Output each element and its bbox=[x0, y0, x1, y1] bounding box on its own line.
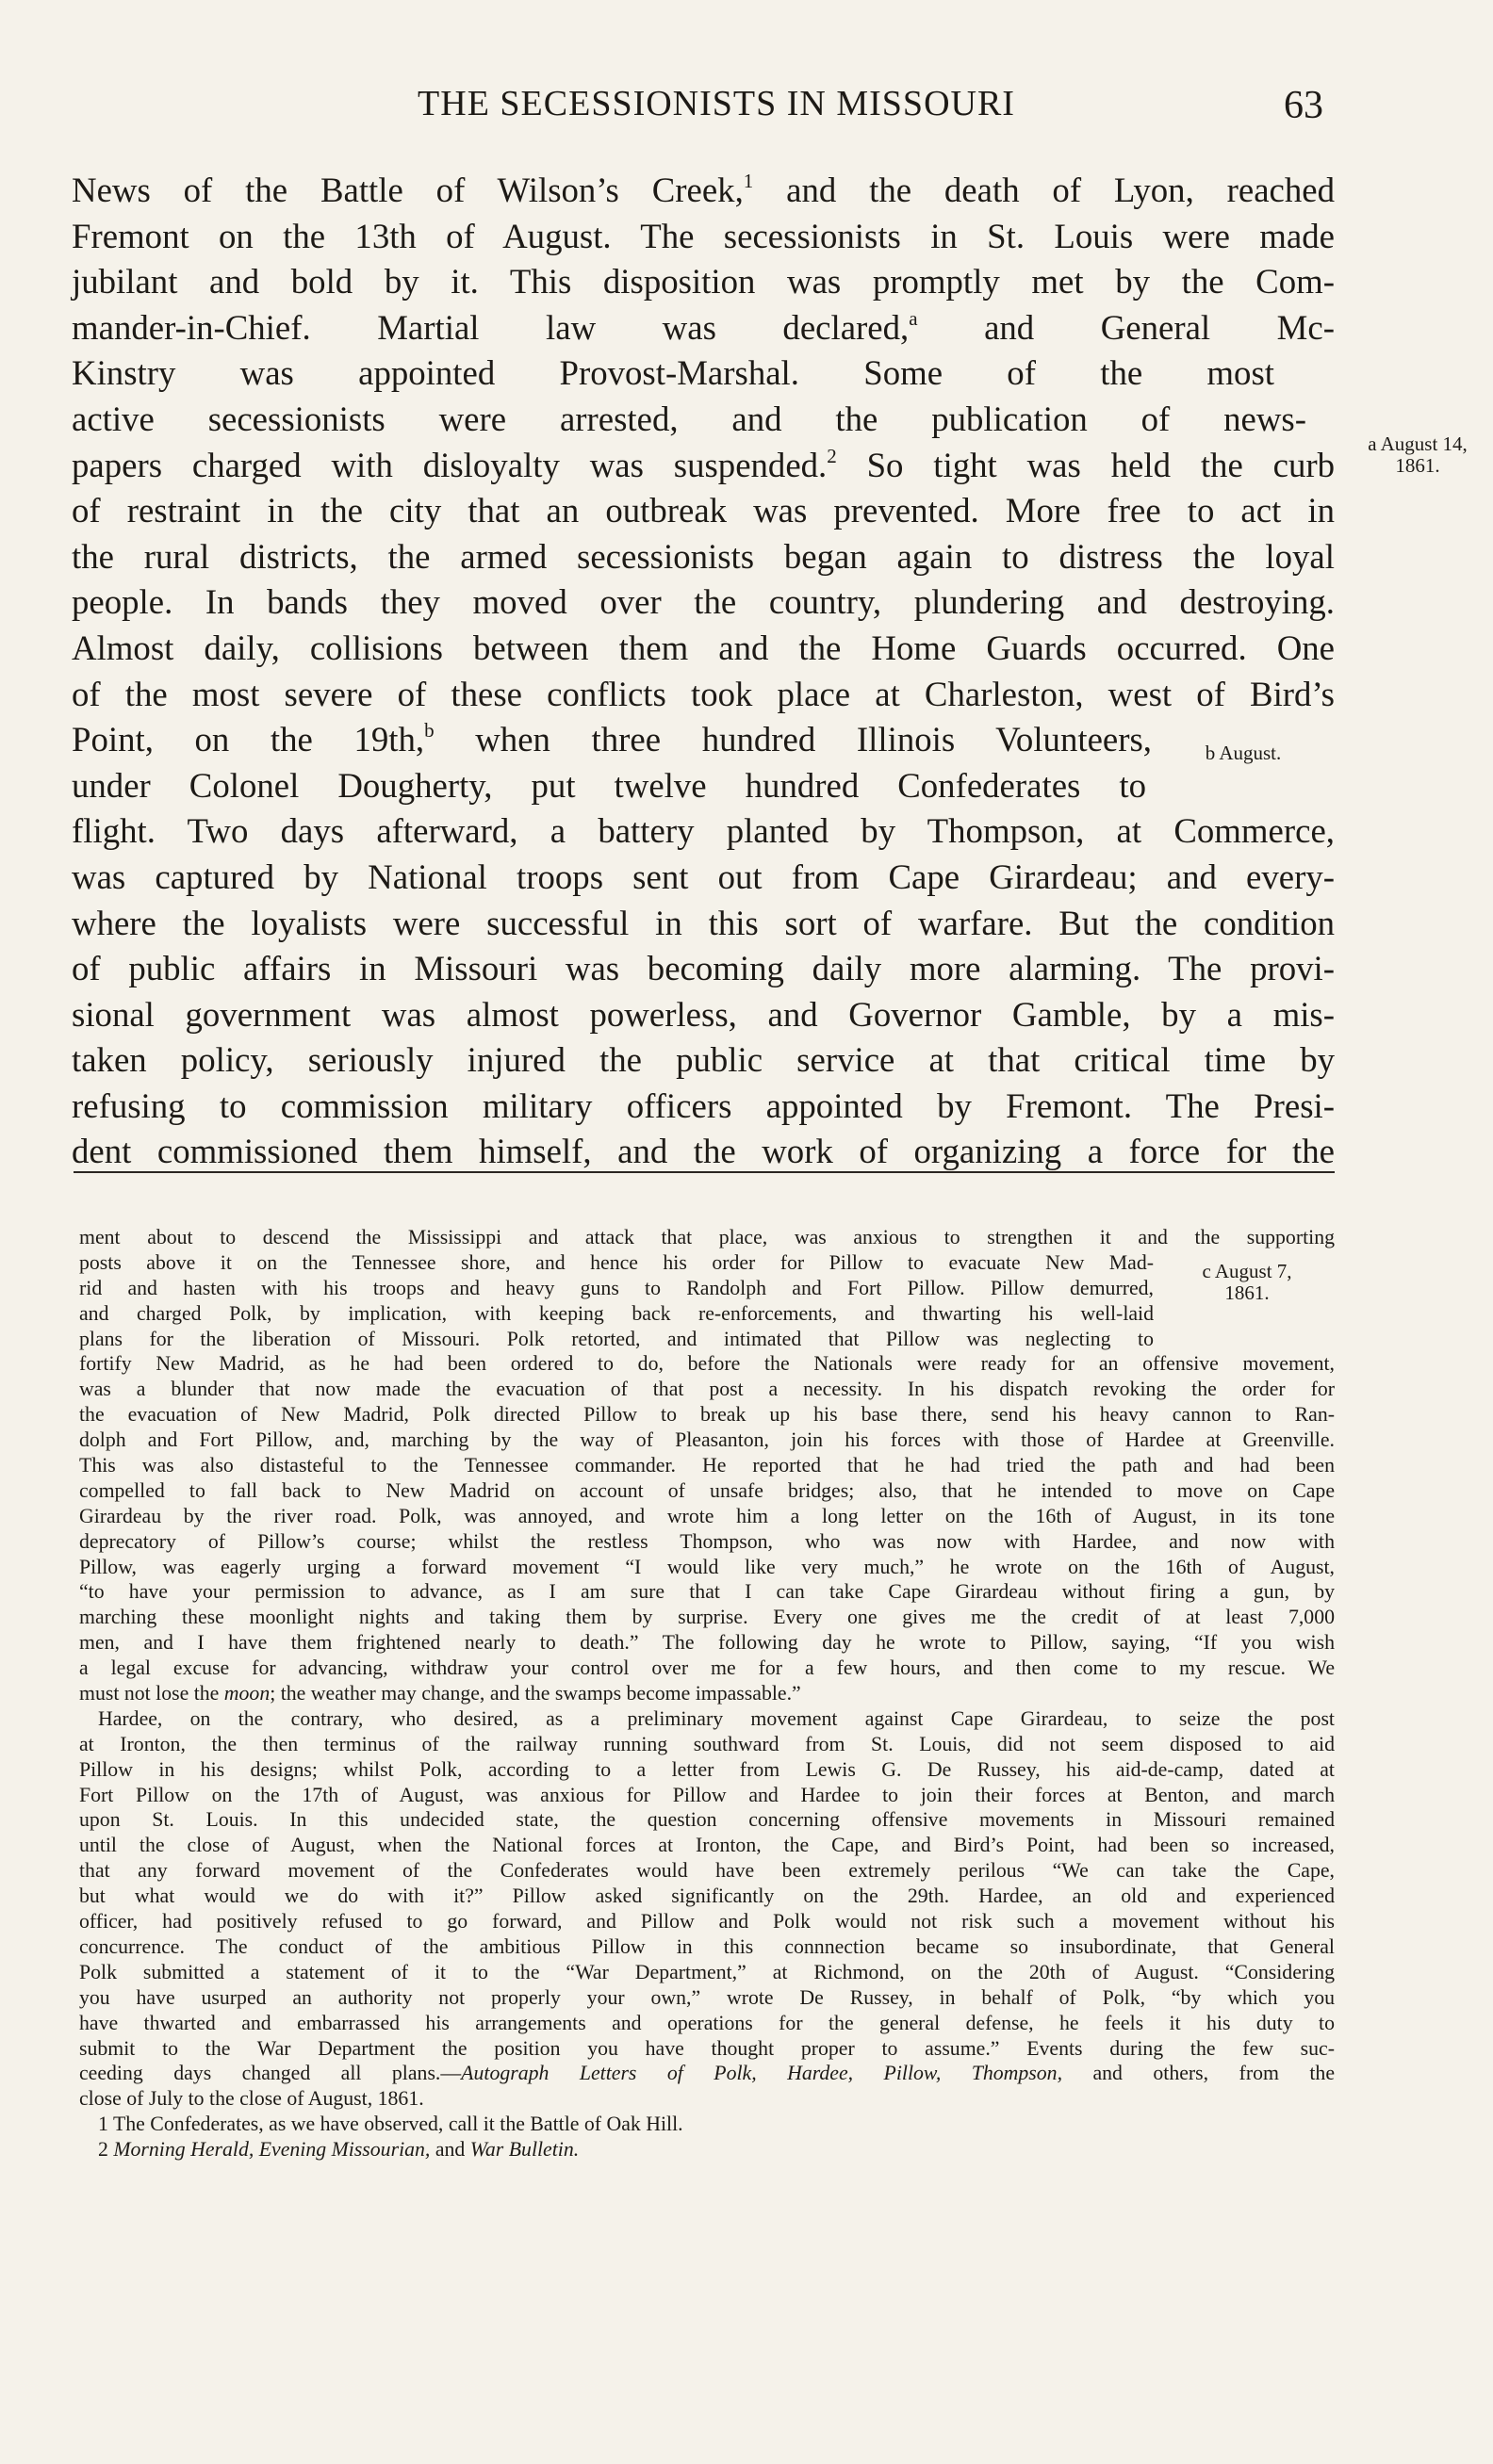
text-line: refusing to commission military officers appointed by Fremont. The Presi- bbox=[72, 1085, 1335, 1125]
footnote-line: have thwarted and embarrassed his arrangements and operations for the general defense, he feels it his duty to bbox=[79, 2011, 1335, 2034]
footnote-rule bbox=[74, 1171, 1335, 1173]
footnote-line: posts above it on the Tennessee shore, and hence his order for Pillow to evacuate New Mad- bbox=[79, 1250, 1154, 1274]
footnote-line: and charged Polk, by implication, with keeping back re-enforcements, and thwarting his well-laid bbox=[79, 1301, 1154, 1325]
margin-note-a: a August 14, 1861. bbox=[1368, 432, 1468, 477]
footnote-line: Pillow, was eagerly urging a forward movement “I would like very much,” he wrote on the 16th of August, bbox=[79, 1555, 1335, 1578]
footnote-line: Hardee, on the contrary, who desired, as a preliminary movement against Cape Girardeau, to seize the post bbox=[98, 1706, 1335, 1730]
footnote-line: officer, had positively refused to go forward, and Pillow and Polk would not risk such a movement without his bbox=[79, 1910, 1335, 1934]
footnote-line: the evacuation of New Madrid, Polk directed Pillow to break up his base there, send his heavy cannon to Ran- bbox=[79, 1403, 1335, 1427]
text-line: of public affairs in Missouri was becoming daily more alarming. The provi- bbox=[72, 949, 1335, 988]
text-line: flight. Two days afterward, a battery planted by Thompson, at Commerce, bbox=[72, 811, 1335, 851]
text-line: was captured by National troops sent out from Cape Girardeau; and every- bbox=[72, 857, 1335, 896]
footnote-line: Polk submitted a statement of it to the “War Department,” at Richmond, on the 20th of August. “Considering bbox=[79, 1960, 1335, 1983]
text-line: of restraint in the city that an outbreak was prevented. More free to act in bbox=[72, 491, 1335, 530]
main-text bbox=[72, 168, 1335, 1175]
text-line: News of the Battle of Wilson’s Creek,$^1$ and the death of Lyon, reached bbox=[72, 170, 1335, 209]
text-line: people. In bands they moved over the country, plundering and destroying. bbox=[72, 582, 1335, 622]
footnote-line: This was also distasteful to the Tennessee commander. He reported that he had tried the path and had been bbox=[79, 1454, 1335, 1477]
footnote-line: deprecatory of Pillow’s course; whilst the restless Thompson, who was now with Hardee, and now with bbox=[79, 1529, 1335, 1553]
footnote-line: fortify New Madrid, as he had been ordered to do, before the Nationals were ready for an offensive movement, bbox=[79, 1352, 1335, 1376]
text-line: Point, on the 19th,$^b$ when three hundred Illinois Volunteers, bbox=[72, 719, 1153, 759]
text-line: jubilant and bold by it. This disposition was promptly met by the Com- bbox=[72, 262, 1335, 302]
page-number: 63 bbox=[1284, 84, 1323, 127]
footnote-line: Pillow in his designs; whilst Polk, according to a letter from Lewis G. De Russey, his aid-de-camp, dated at bbox=[79, 1757, 1335, 1781]
footnotes bbox=[79, 1225, 1335, 2162]
footnote-line: upon St. Louis. In this undecided state, the question concerning offensive movements in Missouri remained bbox=[79, 1808, 1335, 1832]
footnote-line: ceeding days changed all plans.—Autograph Letters of Polk, Hardee, Pillow, Thompson, and others, from the bbox=[79, 2062, 1335, 2085]
text-line: Kinstry was appointed Provost-Marshal. Some of the most bbox=[72, 353, 1274, 393]
text-line: active secessionists were arrested, and the publication of news- bbox=[72, 399, 1306, 438]
footnote-line: “to have your permission to advance, as I am sure that I can take Cape Girardeau without firing a gun, by bbox=[79, 1580, 1335, 1604]
footnote-line: rid and hasten with his troops and heavy guns to Randolph and Fort Pillow. Pillow demurred, bbox=[79, 1276, 1154, 1299]
footnote-line: that any forward movement of the Confederates would have been extremely perilous “We can take the Cape, bbox=[79, 1859, 1335, 1883]
footnote-line: at Ironton, the then terminus of the railway running southward from St. Louis, did not seem disposed to aid bbox=[79, 1732, 1335, 1755]
footnote-line: but what would we do with it?” Pillow asked significantly on the 29th. Hardee, an old and experienced bbox=[79, 1885, 1335, 1908]
footnote-line: Girardeau by the river road. Polk, was annoyed, and wrote him a long letter on the 16th of August, in its tone bbox=[79, 1504, 1335, 1527]
text-line: papers charged with disloyalty was suspended.$^2$ So tight was held the curb bbox=[72, 444, 1335, 484]
margin-note-c: c August 7, 1861. bbox=[1202, 1260, 1292, 1304]
footnote-line: close of July to the close of August, 1861. bbox=[79, 2087, 424, 2111]
footnote-line: men, and I have them frightened nearly to death.” The following day he wrote to Pillow, saying, “If you wish bbox=[79, 1631, 1335, 1655]
text-line: Fremont on the 13th of August. The secessionists in St. Louis were made bbox=[72, 216, 1335, 255]
footnote-line: concurrence. The conduct of the ambitious Pillow in this connnection became so insubordinate, that General bbox=[79, 1934, 1335, 1958]
text-line: mander-in-Chief. Martial law was declared,$^a$ and General Mc- bbox=[72, 306, 1335, 347]
footnote-2: 2 Morning Herald, Evening Missourian, and War Bulletin. bbox=[98, 2138, 580, 2162]
footnote-line: marching these moonlight nights and taking them by surprise. Every one gives me the credit of at least 7,000 bbox=[79, 1606, 1335, 1629]
text-line: the rural districts, the armed secessionists began again to distress the loyal bbox=[72, 536, 1335, 576]
footnote-line: plans for the liberation of Missouri. Polk retorted, and intimated that Pillow was neglecting to bbox=[79, 1327, 1154, 1350]
page-header bbox=[0, 83, 1493, 139]
margin-note-b: b August. bbox=[1205, 742, 1282, 764]
running-title: THE SECESSIONISTS IN MISSOURI bbox=[418, 84, 1015, 123]
footnote-line: you have usurped an authority not properly your own,” wrote De Russey, in behalf of Polk, “by which you bbox=[79, 1985, 1335, 2009]
footnote-line: until the close of August, when the National forces at Ironton, the Cape, and Bird’s Point, had been so increased, bbox=[79, 1834, 1335, 1857]
footnote-line: submit to the War Department the position you have thought proper to assume.” Events during the few suc- bbox=[79, 2036, 1335, 2060]
footnote-1: 1 The Confederates, as we have observed, call it the Battle of Oak Hill. bbox=[98, 2113, 683, 2136]
text-line: under Colonel Dougherty, put twelve hundred Confederates to bbox=[72, 765, 1146, 805]
text-line: sional government was almost powerless, and Governor Gamble, by a mis- bbox=[72, 994, 1335, 1034]
text-line: dent commissioned them himself, and the work of organizing a force for the bbox=[72, 1132, 1335, 1171]
footnote-line: was a blunder that now made the evacuation of that post a necessity. In his dispatch revoking the order for bbox=[79, 1378, 1335, 1401]
footnote-line: ment about to descend the Mississippi and attack that place, was anxious to strengthen it and the supporting bbox=[79, 1226, 1335, 1248]
footnote-line: compelled to fall back to New Madrid on account of unsafe bridges; also, that he intended to move on Cape bbox=[79, 1478, 1335, 1502]
text-line: where the loyalists were successful in this sort of warfare. But the condition bbox=[72, 903, 1335, 942]
footnote-line: Fort Pillow on the 17th of August, was anxious for Pillow and Hardee to join their forces at Benton, and march bbox=[79, 1783, 1335, 1806]
text-line: of the most severe of these conflicts took place at Charleston, west of Bird’s bbox=[72, 674, 1335, 713]
footnote-line: a legal excuse for advancing, withdraw your control over me for a few hours, and then come to my rescue. We bbox=[79, 1656, 1335, 1680]
text-line: Almost daily, collisions between them and the Home Guards occurred. One bbox=[72, 628, 1335, 667]
text-line: taken policy, seriously injured the public service at that critical time by bbox=[72, 1040, 1335, 1080]
footnote-line: dolph and Fort Pillow, and, marching by the way of Pleasanton, join his forces with those of Hardee at Greenville. bbox=[79, 1428, 1335, 1452]
footnote-line: must not lose the moon; the weather may change, and the swamps become impassable.” bbox=[79, 1682, 801, 1705]
